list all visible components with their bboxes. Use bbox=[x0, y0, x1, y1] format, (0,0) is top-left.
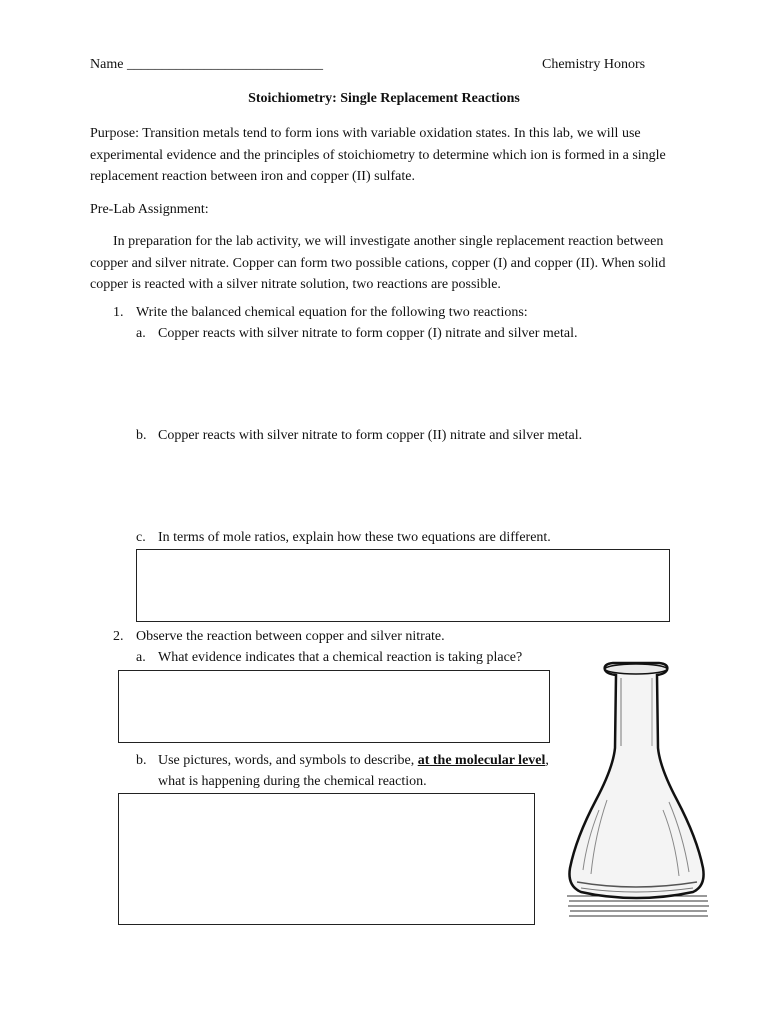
question-1-text: Write the balanced chemical equation for the following two reactions: bbox=[136, 305, 528, 320]
question-2a-text: What evidence indicates that a chemical reaction is taking place? bbox=[158, 650, 523, 665]
course-name: Chemistry Honors bbox=[542, 57, 646, 72]
name-field bbox=[90, 57, 323, 73]
question-2b bbox=[136, 753, 549, 769]
prelab-heading: Pre-Lab Assignment: bbox=[90, 202, 209, 217]
question-2b-line2: what is happening during the chemical reaction. bbox=[158, 774, 427, 789]
question-2b-comma: , bbox=[545, 753, 549, 768]
question-1b-text: Copper reacts with silver nitrate to form copper (II) nitrate and silver metal. bbox=[158, 428, 583, 443]
question-1a-text: Copper reacts with silver nitrate to form copper (I) nitrate and silver metal. bbox=[158, 326, 578, 341]
question-2-number: 2. bbox=[113, 629, 124, 644]
question-1c bbox=[136, 530, 551, 546]
question-1a bbox=[136, 326, 577, 342]
question-2a-letter: a. bbox=[136, 650, 146, 665]
answer-box-1c[interactable] bbox=[136, 549, 670, 622]
question-1c-letter: c. bbox=[136, 530, 146, 545]
question-2b-text: Use pictures, words, and symbols to describe, bbox=[158, 753, 418, 768]
question-2-text: Observe the reaction between copper and silver nitrate. bbox=[136, 629, 445, 644]
name-label: Name bbox=[90, 57, 124, 72]
name-blank: ____________________________ bbox=[126, 57, 323, 72]
question-1b-letter: b. bbox=[136, 428, 147, 443]
answer-box-2b[interactable] bbox=[118, 793, 535, 925]
question-1a-letter: a. bbox=[136, 326, 146, 341]
answer-box-2a[interactable] bbox=[118, 670, 550, 743]
purpose-paragraph: Purpose: Transition metals tend to form ions with variable oxidation states. In this lab, we will use experimental evidence and the principles of stoichiometry to determine which ion is formed in a single replacement reaction between iron and copper (II) sulfate. bbox=[90, 126, 666, 184]
question-2a bbox=[136, 650, 522, 666]
question-1-number: 1. bbox=[113, 305, 124, 320]
intro-paragraph bbox=[90, 231, 700, 296]
question-2b-letter: b. bbox=[136, 753, 147, 768]
worksheet-title: Stoichiometry: Single Replacement Reactions bbox=[248, 91, 520, 106]
question-1c-text: In terms of mole ratios, explain how these two equations are different. bbox=[158, 530, 551, 545]
intro-text: In preparation for the lab activity, we will investigate another single replacement reaction between copper and silver nitrate. Copper can form two possible cations, copper (I) and copper (II). When solid copper is reacted with a silver nitrate solution, two reactions are possible. bbox=[90, 234, 666, 292]
question-2 bbox=[113, 629, 445, 645]
question-2b-emphasis: at the molecular level bbox=[417, 753, 546, 768]
erlenmeyer-flask-icon bbox=[565, 660, 710, 922]
question-1 bbox=[113, 305, 528, 321]
question-1b bbox=[136, 428, 582, 444]
